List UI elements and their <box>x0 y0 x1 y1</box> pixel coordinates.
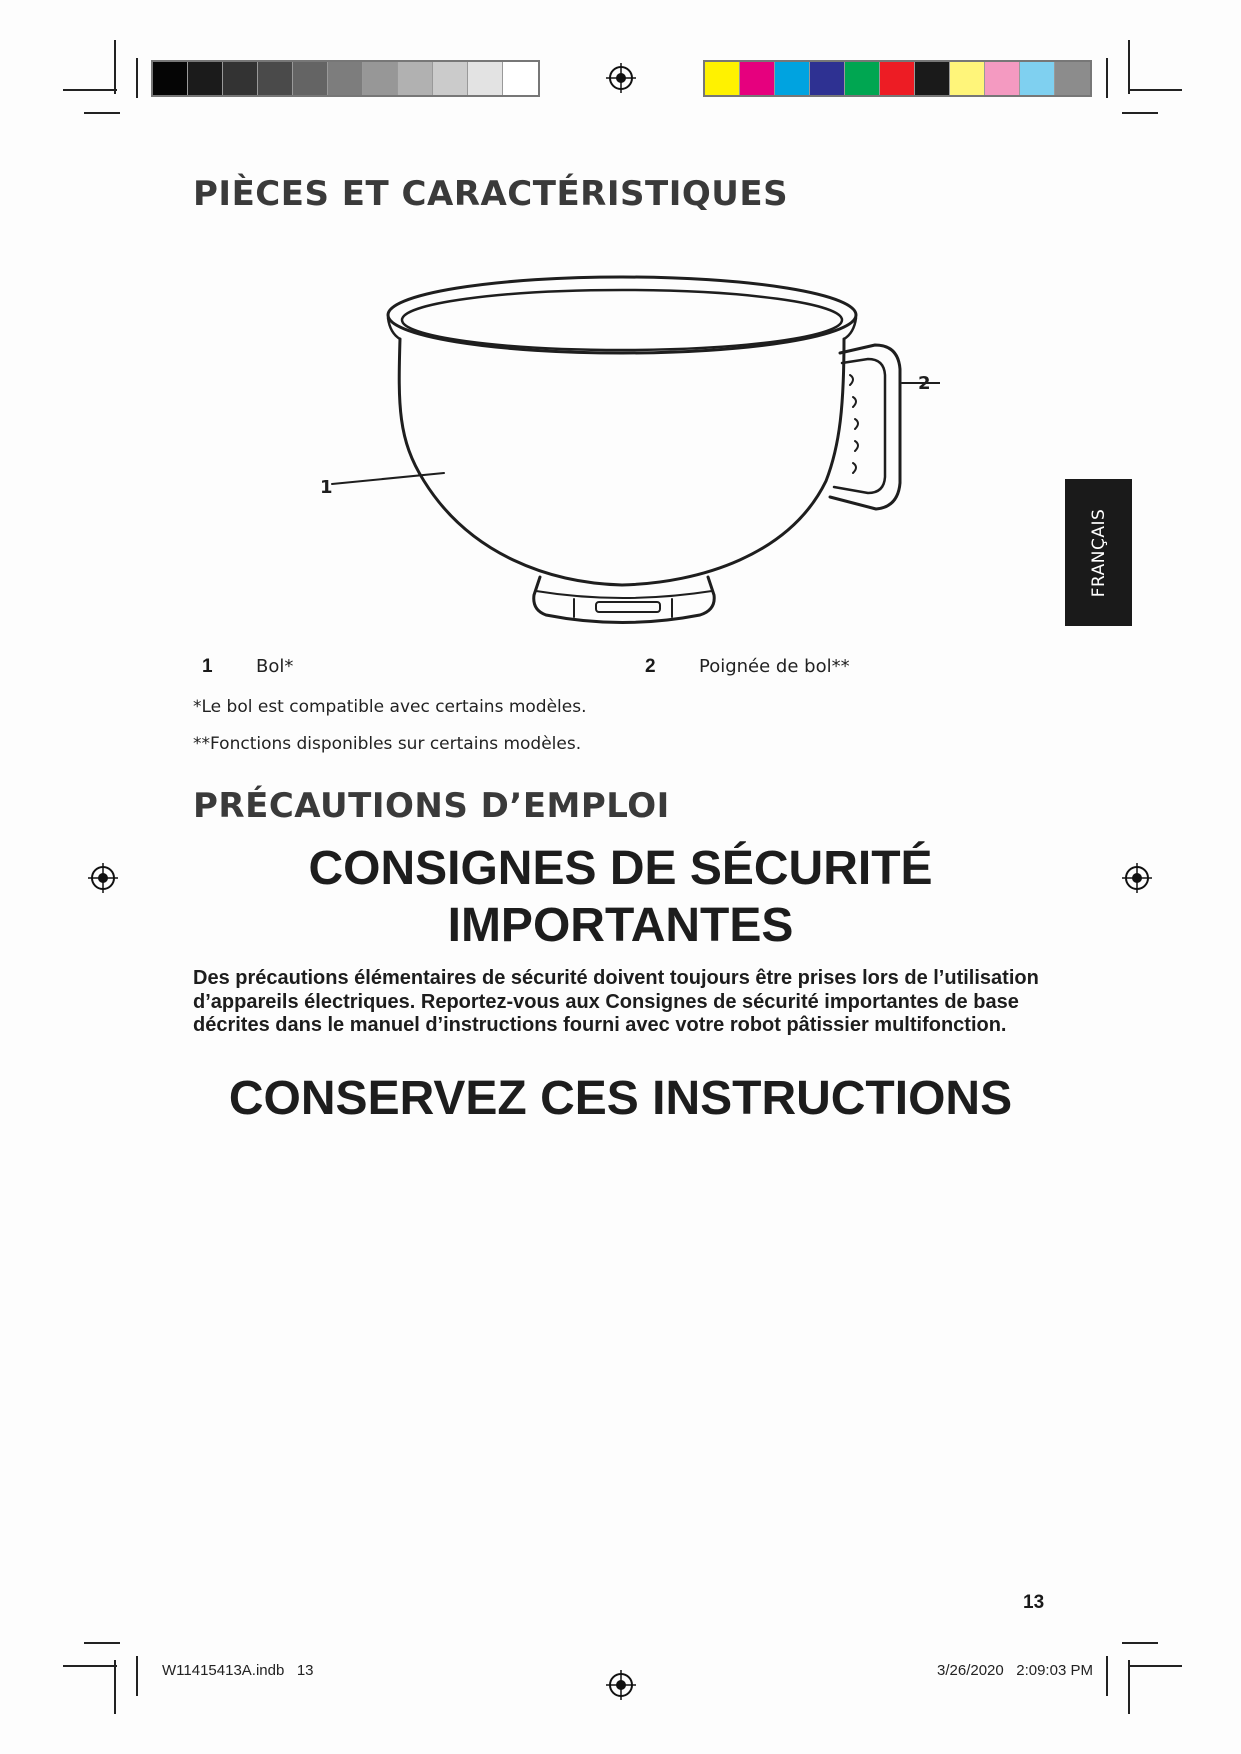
crop-mark <box>136 58 138 98</box>
color-swatch <box>985 62 1020 95</box>
precautions-section-title: PRÉCAUTIONS D’EMPLOI <box>193 786 670 826</box>
crop-mark <box>84 1642 120 1644</box>
page-number: 13 <box>1023 1592 1045 1613</box>
color-swatch <box>880 62 915 95</box>
part-number: 1 <box>202 656 213 677</box>
color-swatch <box>775 62 810 95</box>
crop-mark <box>1106 58 1108 98</box>
crop-mark <box>1128 40 1130 94</box>
footnote: **Fonctions disponibles sur certains modèles. <box>193 734 582 754</box>
color-swatch <box>468 62 503 95</box>
crop-mark <box>84 112 120 114</box>
safety-heading-line-1: CONSIGNES DE SÉCURITÉ <box>308 842 933 895</box>
crop-mark <box>63 89 117 91</box>
crop-mark <box>1128 89 1182 91</box>
crop-mark <box>114 40 116 94</box>
color-swatch <box>845 62 880 95</box>
part-number: 2 <box>645 656 656 677</box>
color-swatch <box>1055 62 1090 95</box>
color-swatch <box>153 62 188 95</box>
color-swatch <box>915 62 950 95</box>
color-swatch <box>188 62 223 95</box>
crop-mark <box>1122 112 1158 114</box>
save-instructions-heading: CONSERVEZ CES INSTRUCTIONS <box>228 1072 1013 1125</box>
crop-mark <box>63 1665 117 1667</box>
crop-mark <box>1122 1642 1158 1644</box>
color-swatch <box>950 62 985 95</box>
callout-number: 2 <box>918 373 931 394</box>
crop-mark <box>1106 1656 1108 1696</box>
color-swatch <box>258 62 293 95</box>
language-tab <box>1065 479 1132 626</box>
footer-file-info: W11415413A.indb 13 <box>162 1662 314 1679</box>
color-swatch <box>740 62 775 95</box>
registration-mark-icon <box>606 63 636 93</box>
color-swatch <box>363 62 398 95</box>
footnote: *Le bol est compatible avec certains modèles. <box>193 697 587 717</box>
safety-body-text: Des précautions élémentaires de sécurité doivent toujours être prises lors de l’utilisation d’appareils électriques. Reportez-vous aux Consignes de sécurité importantes de base décrites dans le manuel d’instructions fourni avec votre robot pâtissier multifonction. <box>193 967 1039 1036</box>
color-swatch <box>433 62 468 95</box>
color-swatch <box>810 62 845 95</box>
color-swatch <box>398 62 433 95</box>
process-color-bar <box>703 60 1092 97</box>
part-label: Poignée de bol** <box>699 656 850 677</box>
color-swatch <box>328 62 363 95</box>
color-swatch <box>503 62 538 95</box>
color-swatch <box>705 62 740 95</box>
crop-mark <box>136 1656 138 1696</box>
footer-timestamp: 3/26/2020 2:09:03 PM <box>937 1662 1093 1679</box>
color-swatch <box>293 62 328 95</box>
crop-mark <box>114 1660 116 1714</box>
safety-heading-line-2: IMPORTANTES <box>447 899 794 952</box>
callout-number: 1 <box>320 477 333 498</box>
crop-mark <box>1128 1665 1182 1667</box>
parts-section-title: PIÈCES ET CARACTÉRISTIQUES <box>193 174 789 214</box>
crop-mark <box>1128 1660 1130 1714</box>
part-label: Bol* <box>256 656 294 677</box>
grayscale-color-bar <box>151 60 540 97</box>
bowl-illustration <box>320 265 940 635</box>
language-tab-label: FRANÇAIS <box>1088 508 1109 597</box>
registration-mark-icon <box>606 1670 636 1700</box>
color-swatch <box>223 62 258 95</box>
color-swatch <box>1020 62 1055 95</box>
